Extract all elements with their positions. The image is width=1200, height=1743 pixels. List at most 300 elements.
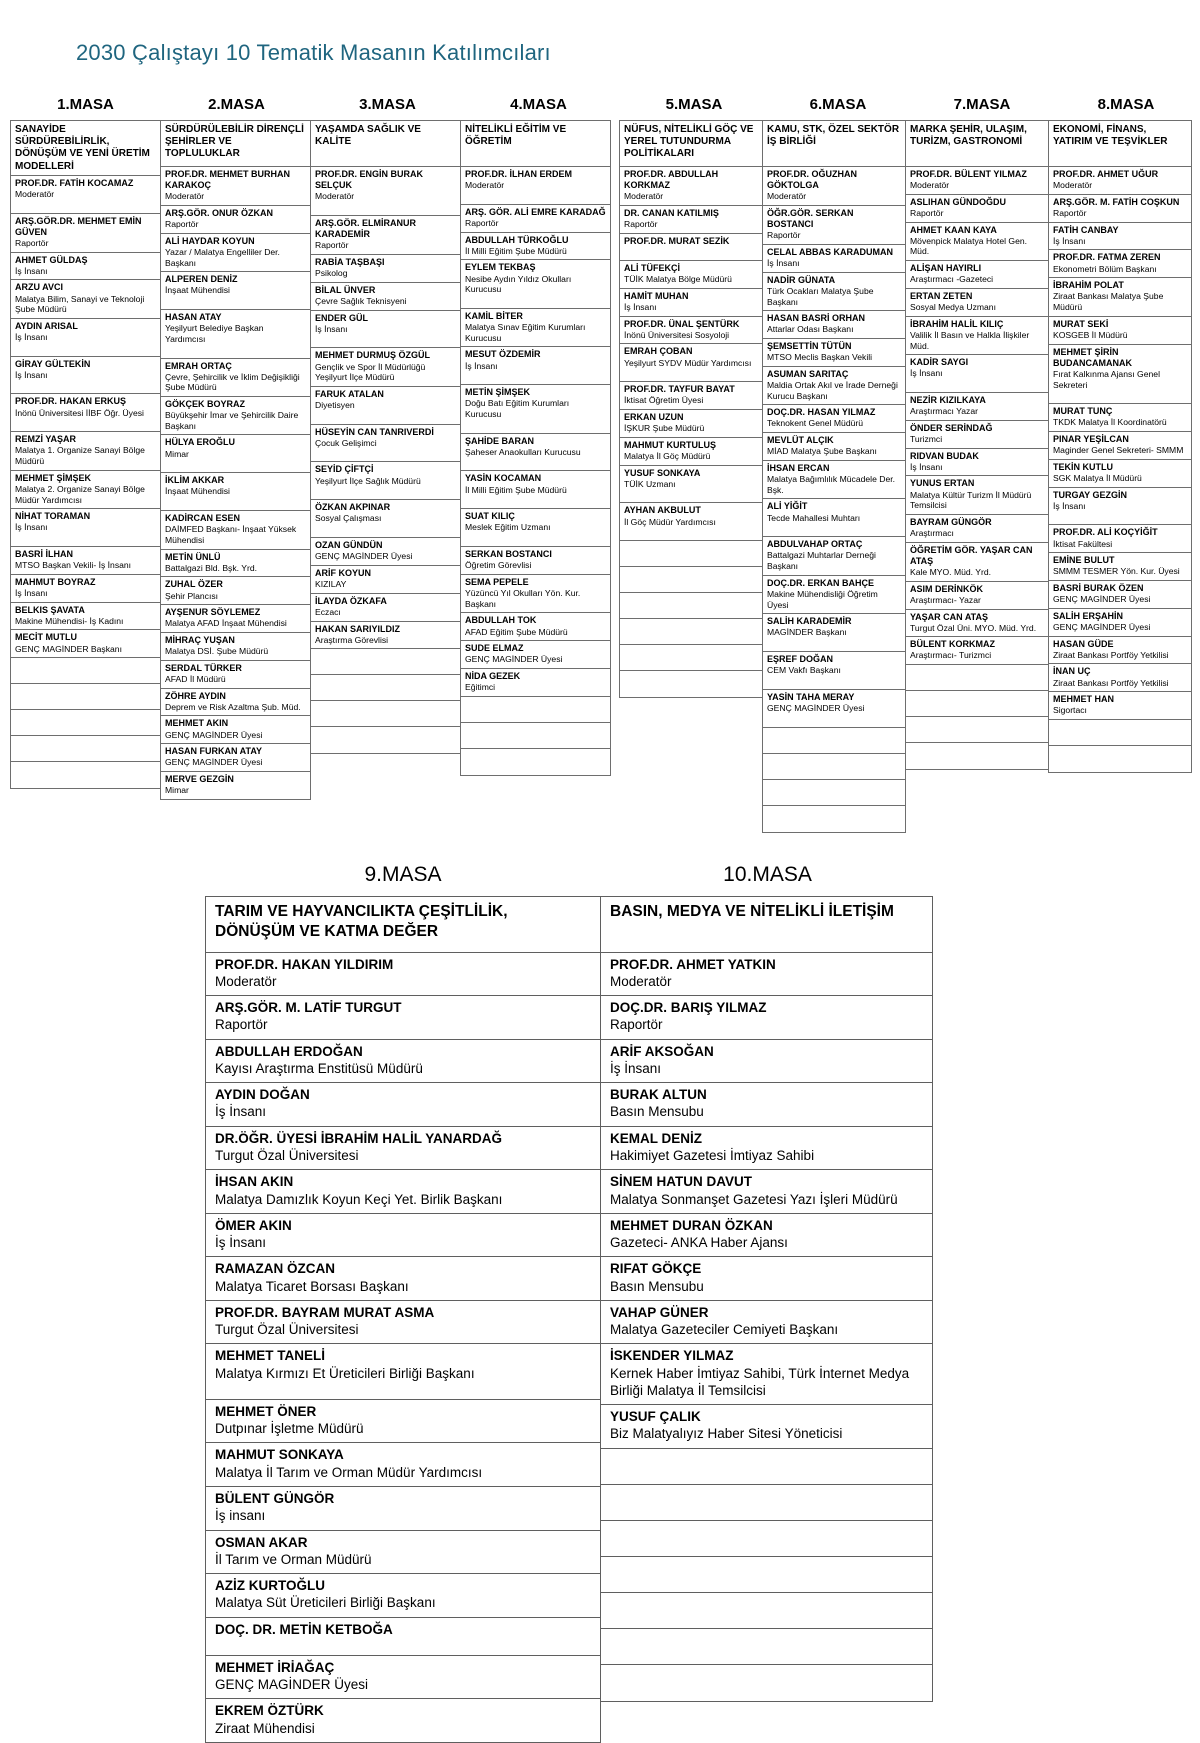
- participant-cell: [206, 1574, 600, 1618]
- participant-name: PROF.DR. HAKAN YILDIRIM: [215, 956, 394, 972]
- participant-name: MEHMET DURAN ÖZKAN: [610, 1217, 773, 1233]
- masa-label-7: 7.MASA: [953, 96, 1011, 113]
- participant-cell: [906, 582, 1048, 610]
- participant-role: İş İnsanı: [215, 1235, 267, 1251]
- empty-cell: [620, 619, 762, 645]
- participant-role: Sosyal Medya Uzmanı: [910, 302, 996, 313]
- participant-name: ARŞ. GÖR. ALİ EMRE KARADAĞ: [465, 206, 606, 217]
- participant-cell: [906, 261, 1048, 289]
- participant-role: Çevre, Şehircilik ve İklim Değişikliği Şube Müdürü: [165, 371, 300, 393]
- participant-role: Ekonometri Bölüm Başkanı: [1053, 263, 1157, 274]
- bottom-masa-labels: [205, 863, 1200, 887]
- participant-role: İnşaat Mühendisi: [165, 285, 230, 296]
- participant-role: Moderatör: [910, 180, 950, 191]
- participant-name: MAHMUT SONKAYA: [215, 1447, 344, 1463]
- participant-name: ABDULLAH TÜRKOĞLU: [465, 234, 569, 245]
- participant-name: RAMAZAN ÖZCAN: [215, 1261, 335, 1277]
- participant-cell: [601, 996, 932, 1040]
- masa-table-10: [600, 896, 933, 1702]
- participant-role: İş İnsanı: [15, 587, 48, 598]
- participant-role: GENÇ MAGİNDER Üyesi: [215, 1677, 369, 1693]
- participant-name: MİHRAÇ YUŞAN: [165, 635, 235, 645]
- participant-role: İş İnsanı: [15, 331, 48, 342]
- participant-cell: [601, 1214, 932, 1258]
- empty-cell: [311, 675, 460, 701]
- participant-cell: [311, 566, 460, 594]
- participant-cell: [620, 438, 762, 466]
- participant-name: EMRAH ORTAÇ: [165, 360, 232, 371]
- participant-role: Battalgazi Muhtarlar Derneği Başkanı: [767, 550, 876, 572]
- participant-role: Maginder Genel Sekreteri- SMMM: [1053, 445, 1184, 456]
- empty-cell: [620, 541, 762, 567]
- participant-role: İl Milli Eğitim Şube Müdürü: [465, 245, 567, 256]
- participant-role: Yüzüncü Yıl Okulları Yön. Kur. Başkanı: [465, 588, 581, 609]
- participant-cell: [206, 1301, 600, 1345]
- participant-name: ZÖHRE AYDIN: [165, 690, 226, 701]
- participant-cell: [906, 355, 1048, 393]
- participant-role: TÜİK Malatya Bölge Müdürü: [624, 274, 732, 285]
- participant-cell: [906, 421, 1048, 449]
- participant-cell: [311, 500, 460, 538]
- participant-role: Araştırmacı: [910, 528, 954, 539]
- participant-role: Şehir Plancısı: [165, 590, 219, 601]
- participant-role: Battalgazi Bld. Bşk. Yrd.: [165, 562, 258, 573]
- participant-name: PROF.DR. TAYFUR BAYAT: [624, 384, 735, 395]
- participant-role: Moderatör: [1053, 180, 1093, 191]
- participant-name: PROF.DR. ÜNAL ŞENTÜRK: [624, 318, 740, 329]
- participant-role: MAGİNDER Başkanı: [767, 627, 847, 638]
- participant-cell: [906, 195, 1048, 223]
- participant-name: ARŞ.GÖR. M. FATİH COŞKUN: [1053, 196, 1180, 207]
- participant-cell: [11, 630, 160, 658]
- participant-name: MEVLÜT ALÇIK: [767, 435, 834, 446]
- participant-role: Mimar: [165, 448, 189, 459]
- participant-role: Teknokent Genel Müdürü: [767, 418, 864, 429]
- participant-cell: [311, 538, 460, 566]
- participant-name: YUSUF SONKAYA: [624, 467, 701, 478]
- participant-role: Tecde Mahallesi Muhtarı: [767, 512, 861, 523]
- empty-cell: [601, 1665, 932, 1701]
- participant-role: İş İnsanı: [215, 1104, 267, 1120]
- participant-cell: [1049, 664, 1191, 692]
- participant-cell: [311, 622, 460, 650]
- participant-role: CEM Vakfı Başkanı: [767, 665, 841, 676]
- participant-cell: [601, 1344, 932, 1405]
- participant-role: İş İnsanı: [15, 369, 48, 380]
- participant-name: ARŞ.GÖR. ELMİRANUR KARADEMİR: [315, 217, 416, 240]
- participant-cell: [763, 339, 905, 367]
- participant-name: AZİZ KURTOĞLU: [215, 1578, 325, 1594]
- participant-name: PROF.DR. ABDULLAH KORKMAZ: [624, 169, 719, 191]
- participant-role: Araştırma Görevlisi: [315, 634, 389, 645]
- participant-name: SALİH KARADEMİR: [767, 616, 852, 627]
- participant-name: İNAN UÇ: [1053, 666, 1091, 677]
- participant-name: AYDIN DOĞAN: [215, 1087, 310, 1103]
- participant-name: AHMET GÜLDAŞ: [15, 254, 88, 265]
- participant-cell: [461, 385, 610, 433]
- participant-name: BÜLENT GÜNGÖR: [215, 1490, 335, 1506]
- empty-cell: [461, 697, 610, 723]
- participant-cell: [311, 167, 460, 216]
- participant-role: MTSO Başkan Vekili- İş İnsanı: [15, 560, 132, 571]
- participant-name: BİLAL ÜNVER: [315, 284, 376, 295]
- participant-name: BURAK ALTUN: [610, 1087, 707, 1103]
- participant-cell: [161, 272, 310, 310]
- participant-name: ARZU AVCI: [15, 282, 63, 293]
- participant-cell: [620, 503, 762, 541]
- participant-role: Maldia Ortak Akıl ve İrade Derneği Kurucu Başkanı: [767, 380, 898, 401]
- participant-name: HASAN FURKAN ATAY: [165, 746, 263, 757]
- participant-role: Öğretim Görevlisi: [465, 560, 532, 571]
- empty-cell: [601, 1593, 932, 1629]
- empty-cell: [11, 710, 160, 736]
- empty-cell: [763, 728, 905, 754]
- participant-role: Turgut Özal Üniversitesi: [215, 1147, 359, 1163]
- participant-name: MURAT SEKİ: [1053, 318, 1109, 329]
- participant-cell: [11, 357, 160, 395]
- participant-cell: [461, 641, 610, 669]
- participant-role: Valilik İl Basın ve Halkla İlişkiler Müd.: [910, 329, 1030, 351]
- participant-name: ÖĞRETİM GÖR. YAŞAR CAN ATAŞ: [910, 544, 1033, 566]
- participant-name: ZUHAL ÖZER: [165, 579, 223, 590]
- participant-role: Malatya İl Tarım ve Orman Müdür Yardımcısı: [215, 1464, 483, 1480]
- participant-role: Malatya DSİ. Şube Müdürü: [165, 646, 269, 657]
- participant-role: Raportör: [465, 217, 499, 228]
- participant-name: İKLİM AKKAR: [165, 475, 225, 486]
- participant-name: ALİ HAYDAR KOYUN: [165, 235, 255, 246]
- participants-grid-top: [10, 120, 1200, 833]
- participant-cell: [620, 234, 762, 261]
- participant-role: GENÇ MAGİNDER Üyesi: [1053, 622, 1151, 632]
- participant-cell: [311, 348, 460, 386]
- participant-role: Raportör: [315, 240, 349, 251]
- participant-role: Turgut Özal Üni. MYO. Müd. Yrd.: [910, 622, 1037, 633]
- participant-cell: [763, 311, 905, 339]
- participant-role: Kale MYO. Müd. Yrd.: [910, 567, 992, 578]
- participant-role: Malatya Kültür Turizm İl Müdürü Temsilcisi: [910, 489, 1032, 511]
- participant-name: METİN ÜNLÜ: [165, 551, 221, 562]
- participant-role: Gençlik ve Spor İl Müdürlüğü Yeşilyurt İlçe Müdürü: [315, 361, 426, 383]
- participant-cell: [906, 167, 1048, 195]
- participant-cell: [206, 996, 600, 1040]
- participant-name: ERKAN UZUN: [624, 412, 684, 422]
- participant-cell: [1049, 250, 1191, 278]
- empty-cell: [601, 1557, 932, 1593]
- participant-name: ŞEMSETTİN TÜTÜN: [767, 341, 852, 352]
- participant-role: Biz Malatyalıyız Haber Sitesi Yöneticisi: [610, 1426, 843, 1442]
- participant-role: İş İnsanı: [1053, 235, 1086, 246]
- participant-role: Yeşilyurt Belediye Başkan Yardımcısı: [165, 323, 264, 344]
- participant-role: Araştırmacı- Turizmci: [910, 650, 992, 661]
- participant-cell: [206, 953, 600, 997]
- participant-name: MECİT MUTLU: [15, 632, 77, 643]
- participant-role: Raportör: [624, 219, 658, 230]
- participant-name: OZAN GÜNDÜN: [315, 540, 383, 551]
- empty-cell: [906, 717, 1048, 743]
- participant-cell: [763, 367, 905, 405]
- participant-name: NADİR GÜNATA: [767, 274, 836, 285]
- participant-cell: [620, 466, 762, 504]
- participant-cell: [161, 234, 310, 272]
- participant-name: DOÇ.DR. ERKAN BAHÇE: [767, 577, 875, 588]
- participant-name: MEHMET TANELİ: [215, 1348, 325, 1364]
- participant-role: İl Tarım ve Orman Müdürü: [215, 1551, 372, 1567]
- participant-name: NEZİR KIZILKAYA: [910, 395, 986, 405]
- participant-name: ARŞ.GÖR. ONUR ÖZKAN: [165, 207, 273, 218]
- participant-name: KADİR SAYGI: [910, 357, 969, 368]
- page: [0, 40, 1200, 1743]
- participant-name: MAHMUT BOYRAZ: [15, 576, 96, 587]
- participant-name: AYDIN ARISAL: [15, 320, 78, 331]
- masa-label-8: 8.MASA: [1097, 96, 1155, 113]
- empty-cell: [620, 645, 762, 671]
- participant-role: Eğitimci: [465, 682, 496, 693]
- participant-role: Moderatör: [215, 973, 277, 989]
- participant-cell: [1049, 460, 1191, 488]
- participant-name: NİHAT TORAMAN: [15, 511, 91, 522]
- participant-name: PINAR YEŞİLCAN: [1053, 433, 1129, 444]
- participant-name: MEHMET ŞİMŞEK: [15, 472, 92, 483]
- participant-cell: [1049, 167, 1191, 195]
- participant-cell: [763, 690, 905, 728]
- table-header: SÜRDÜRÜLEBİLİR DİRENÇLİ ŞEHİRLER VE TOPLULUKLAR: [161, 121, 310, 167]
- table-header: BASIN, MEDYA VE NİTELİKLİ İLETİŞİM: [601, 897, 932, 953]
- participant-cell: [763, 537, 905, 575]
- participant-role: Malatya Gazeteciler Cemiyeti Başkanı: [610, 1322, 839, 1338]
- participant-name: YASİN TAHA MERAY: [767, 691, 855, 702]
- participant-name: ABDULLAH TOK: [465, 615, 537, 626]
- participant-role: İl Göç Müdür Yardımcısı: [624, 516, 716, 527]
- participant-name: ABDULVAHAP ORTAÇ: [767, 539, 863, 550]
- participant-role: Malatya Sonmanşet Gazetesi Yazı İşleri Müdürü: [610, 1191, 898, 1207]
- participant-role: İş insanı: [215, 1508, 266, 1524]
- participant-role: İnönü Üniversitesi Sosyoloji: [624, 329, 730, 340]
- participant-name: DOÇ. DR. METİN KETBOĞA: [215, 1621, 393, 1637]
- participant-cell: [161, 511, 310, 549]
- participant-role: Turizmci: [910, 433, 943, 444]
- participant-name: KADİRCAN ESEN: [165, 513, 241, 524]
- participant-cell: [1049, 581, 1191, 609]
- empty-cell: [620, 671, 762, 697]
- participant-name: EMİNE BULUT: [1053, 555, 1115, 566]
- participant-cell: [206, 1656, 600, 1700]
- masa-label-10: 10.MASA: [723, 862, 812, 886]
- participant-cell: [620, 289, 762, 317]
- participant-cell: [906, 289, 1048, 317]
- participant-name: RIFAT GÖKÇE: [610, 1261, 702, 1277]
- participant-name: İHSAN AKIN: [215, 1174, 294, 1190]
- participant-role: İş İnsanı: [15, 522, 48, 533]
- participant-cell: [206, 1127, 600, 1171]
- participant-cell: [906, 449, 1048, 477]
- participant-role: GENÇ MAGİNDER Üyesi: [767, 702, 865, 713]
- participant-cell: [206, 1443, 600, 1487]
- participant-name: ALİ TÜFEKÇİ: [624, 262, 680, 273]
- participant-role: İş İnsanı: [465, 360, 498, 371]
- masa-label-4: 4.MASA: [510, 96, 567, 113]
- participant-name: EŞREF DOĞAN: [767, 653, 834, 664]
- participant-role: İş İnsanı: [767, 258, 800, 269]
- participant-cell: [763, 652, 905, 690]
- participant-role: SMMM TESMER Yön. Kur. Üyesi: [1053, 566, 1180, 577]
- masa-label-5: 5.MASA: [665, 96, 723, 113]
- participant-cell: [461, 575, 610, 613]
- participant-cell: [206, 1618, 600, 1656]
- participant-name: PROF.DR. BÜLENT YILMAZ: [910, 169, 1027, 179]
- participant-cell: [161, 310, 310, 358]
- participant-cell: [311, 216, 460, 255]
- empty-cell: [461, 723, 610, 749]
- participant-cell: [11, 214, 160, 253]
- participant-cell: [461, 434, 610, 472]
- participant-name: İBRAHİM HALİL KILIÇ: [910, 318, 1004, 329]
- participant-cell: [206, 1487, 600, 1531]
- participant-role: Makine Mühendisi- İş Kadını: [15, 615, 124, 626]
- participant-role: MTSO Meclis Başkan Vekili: [767, 352, 873, 363]
- participant-cell: [461, 205, 610, 233]
- participant-name: ARİF AKSOĞAN: [610, 1043, 714, 1059]
- participant-cell: [601, 1083, 932, 1127]
- participant-role: Raportör: [767, 230, 801, 241]
- masa-table-3: [310, 120, 461, 754]
- participant-role: Malatya Ticaret Borsası Başkanı: [215, 1278, 409, 1294]
- participant-cell: [206, 1344, 600, 1400]
- participant-name: ASLIHAN GÜNDOĞDU: [910, 196, 1006, 207]
- participant-cell: [1049, 278, 1191, 316]
- participant-cell: [763, 499, 905, 537]
- empty-cell: [11, 658, 160, 684]
- participant-role: Çocuk Gelişimci: [315, 437, 377, 448]
- participant-role: Basın Mensubu: [610, 1278, 704, 1294]
- participant-role: Malatya Damızlık Koyun Keçi Yet. Birlik Başkanı: [215, 1191, 503, 1207]
- participant-name: ARŞ.GÖR. M. LATİF TURGUT: [215, 1000, 402, 1016]
- participant-name: OSMAN AKAR: [215, 1534, 308, 1550]
- participant-role: Hakimiyet Gazetesi İmtiyaz Sahibi: [610, 1147, 815, 1163]
- participant-name: ENDER GÜL: [315, 312, 369, 323]
- participant-name: PROF.DR. AHMET UĞUR: [1053, 169, 1159, 179]
- participant-cell: [161, 359, 310, 397]
- participant-cell: [161, 633, 310, 661]
- page-title: 2030 Çalıştayı 10 Tematik Masanın Katılımcıları: [76, 40, 551, 65]
- participant-cell: [763, 614, 905, 652]
- participant-name: HÜSEYİN CAN TANRIVERDİ: [315, 426, 434, 437]
- participant-role: Sosyal Çalışması: [315, 513, 382, 524]
- participant-role: MİAD Malatya Şube Başkanı: [767, 446, 877, 457]
- table-header: MARKA ŞEHİR, ULAŞIM, TURİZM, GASTRONOMİ: [906, 121, 1048, 167]
- participant-role: Şaheser Anaokulları Kurucusu: [465, 446, 581, 457]
- empty-cell: [1049, 746, 1191, 772]
- participant-name: ASUMAN SARITAÇ: [767, 368, 849, 379]
- participant-role: Malatya 2. Organize Sanayi Bölge Müdür Yardımcısı: [15, 483, 145, 505]
- participant-name: ABDULLAH ERDOĞAN: [215, 1043, 363, 1059]
- participant-cell: [1049, 223, 1191, 251]
- participant-name: EYLEM TEKBAŞ: [465, 262, 536, 273]
- participant-name: REMZİ YAŞAR: [15, 434, 77, 445]
- participant-role: Makine Mühendisliği Öğretim Üyesi: [767, 588, 878, 610]
- participant-cell: [206, 1170, 600, 1214]
- participant-name: MEHMET ŞİRİN BUDANCAMANAK: [1053, 346, 1132, 368]
- participant-name: ARŞ.GÖR.DR. MEHMET EMİN GÜVEN: [15, 215, 142, 237]
- participant-role: Moderatör: [465, 180, 505, 191]
- participant-cell: [763, 245, 905, 273]
- participant-cell: [161, 550, 310, 578]
- participant-cell: [763, 461, 905, 499]
- masa-label-9: 9.MASA: [364, 862, 442, 886]
- participant-role: Kernek Haber İmtiyaz Sahibi, Türk İnternet Medya Birliği Malatya İl Temsilcisi: [610, 1365, 910, 1398]
- participant-role: Raportör: [1053, 207, 1087, 218]
- participant-name: HAKAN SARIYILDIZ: [315, 623, 400, 634]
- participant-name: CELAL ABBAS KARADUMAN: [767, 246, 893, 257]
- participant-name: ŞAHİDE BARAN: [465, 435, 535, 446]
- participant-cell: [763, 405, 905, 433]
- participant-name: YUNUS ERTAN: [910, 478, 975, 489]
- participant-name: KEMAL DENİZ: [610, 1130, 703, 1146]
- table-header: EKONOMİ, FİNANS, YATIRIM VE TEŞVİKLER: [1049, 121, 1191, 167]
- participant-name: SUDE ELMAZ: [465, 643, 524, 654]
- participant-role: Malatya İl Göç Müdürü: [624, 450, 711, 461]
- participant-name: RABİA TAŞBAŞI: [315, 256, 385, 267]
- participant-cell: [206, 1531, 600, 1575]
- participant-role: Malatya Sınav Eğitim Kurumları Kurucusu: [465, 322, 586, 343]
- participant-cell: [763, 273, 905, 311]
- participant-role: Kayısı Araştırma Enstitüsü Müdürü: [215, 1060, 423, 1076]
- participant-cell: [620, 344, 762, 382]
- participant-cell: [11, 176, 160, 214]
- masa-table-5: [619, 120, 763, 698]
- participant-role: İŞKUR Şube Müdürü: [624, 423, 705, 434]
- participant-cell: [1049, 637, 1191, 665]
- empty-cell: [601, 1485, 932, 1521]
- participant-name: GÖKÇEK BOYRAZ: [165, 399, 246, 409]
- participant-cell: [906, 610, 1048, 638]
- participant-name: BÜLENT KORKMAZ: [910, 639, 995, 650]
- masa-table-6: [762, 120, 906, 833]
- participant-name: EKREM ÖZTÜRK: [215, 1703, 324, 1719]
- participant-name: ALİ YİĞİT: [767, 501, 808, 512]
- participant-cell: [11, 547, 160, 575]
- participant-role: Moderatör: [767, 191, 807, 202]
- participant-name: İLAYDA ÖZKAFA: [315, 595, 387, 606]
- participant-cell: [601, 1127, 932, 1171]
- empty-cell: [461, 749, 610, 775]
- participant-role: Araştırmacı Yazar: [910, 406, 978, 417]
- participant-cell: [161, 435, 310, 473]
- participant-cell: [311, 387, 460, 425]
- participant-cell: [161, 206, 310, 234]
- participant-cell: [601, 953, 932, 997]
- participant-role: Dutpınar İşletme Müdürü: [215, 1421, 364, 1437]
- empty-cell: [601, 1521, 932, 1557]
- participant-role: Ziraat Bankası Portföy Yetkilisi: [1053, 649, 1169, 660]
- participant-name: YASİN KOCAMAN: [465, 473, 542, 484]
- participant-role: Raportör: [15, 237, 49, 248]
- participant-cell: [11, 509, 160, 547]
- participant-name: PROF.DR. MURAT SEZİK: [624, 235, 730, 246]
- participant-cell: [620, 167, 762, 206]
- participant-role: İnönü Üniversitesi İİBF Öğr. Üyesi: [15, 407, 144, 418]
- participant-role: Türk Ocakları Malatya Şube Başkanı: [767, 285, 874, 307]
- participant-cell: [620, 382, 762, 410]
- participant-role: Moderatör: [165, 191, 205, 202]
- participant-name: MAHMUT KURTULUŞ: [624, 439, 716, 450]
- participant-cell: [206, 1214, 600, 1258]
- participant-role: İş İnsanı: [1053, 500, 1086, 511]
- participant-cell: [11, 319, 160, 357]
- participant-name: MURAT TUNÇ: [1053, 406, 1113, 417]
- participant-role: Moderatör: [15, 188, 55, 199]
- participant-name: MERVE GEZGİN: [165, 774, 234, 785]
- masa-table-4: [460, 120, 611, 776]
